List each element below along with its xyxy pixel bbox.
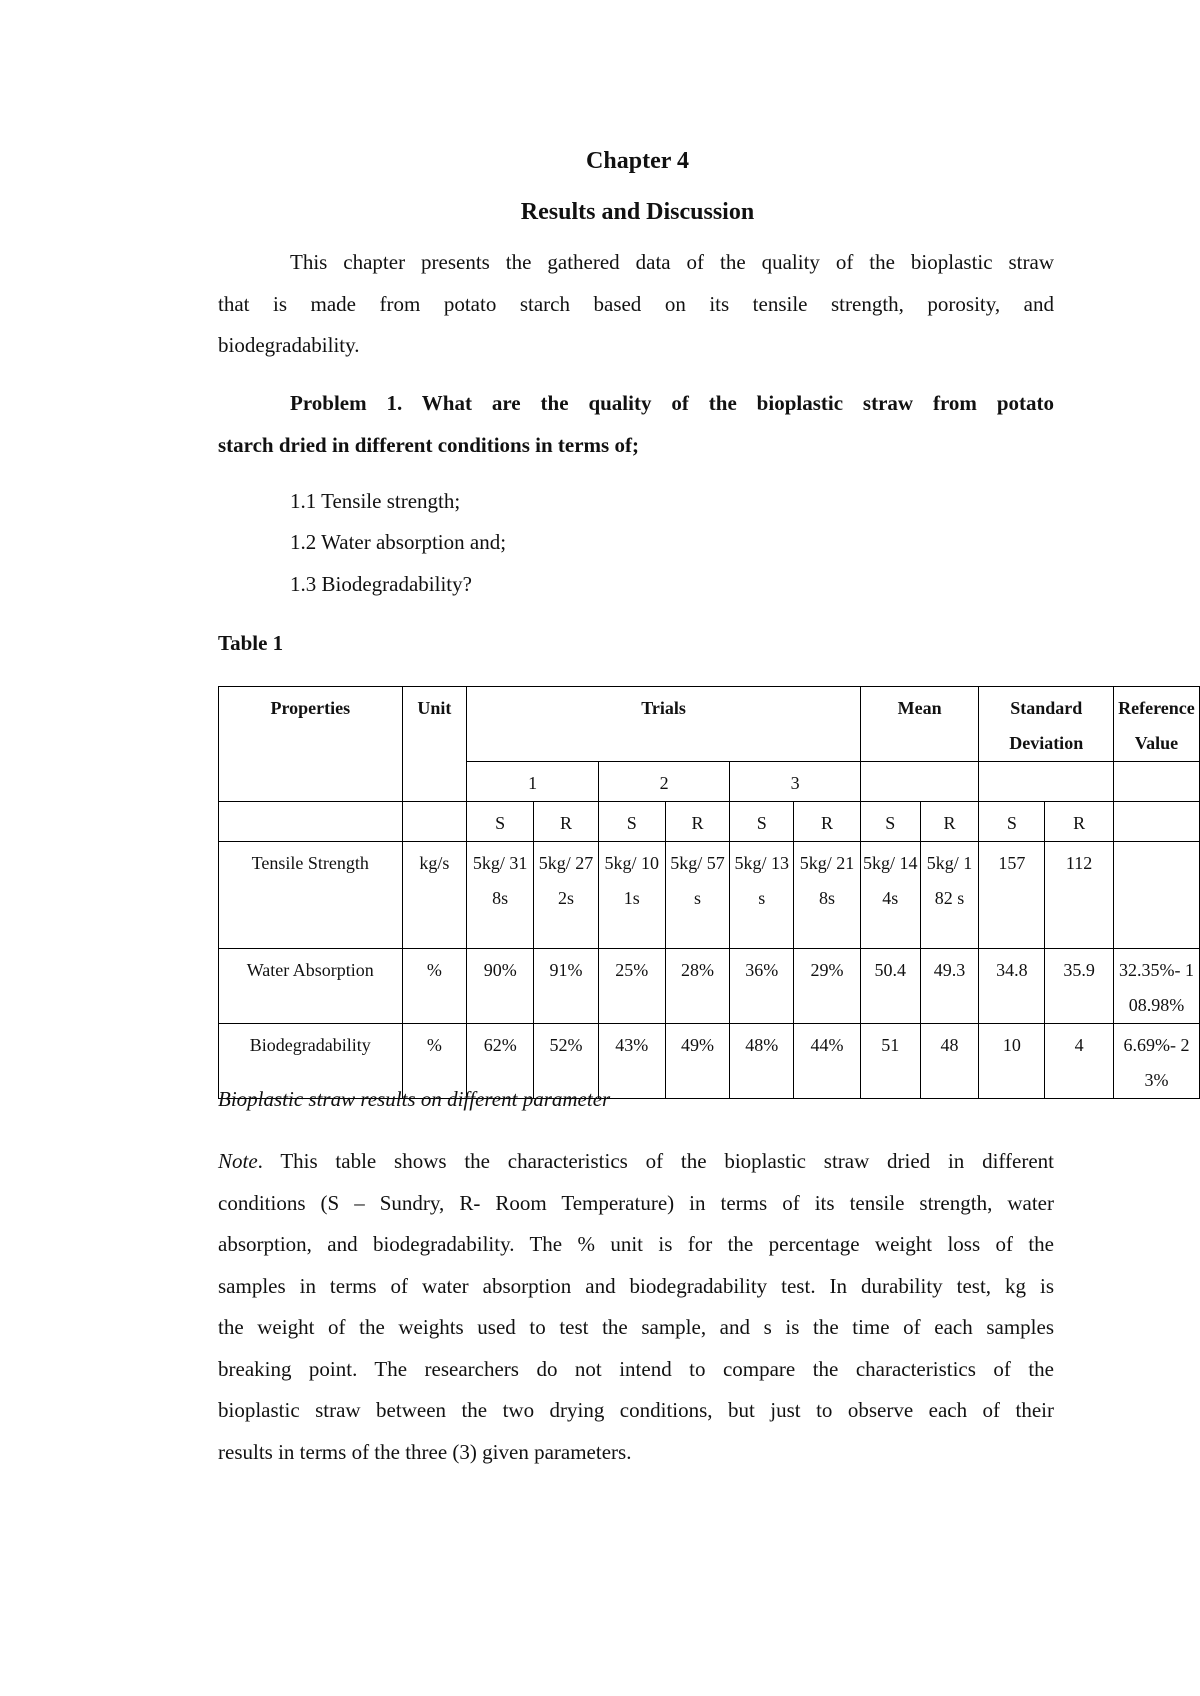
row-property: Water Absorption	[219, 949, 403, 1024]
note-line	[218, 1141, 1054, 1183]
value-cell: 48	[920, 1024, 979, 1099]
table-row-water	[219, 949, 1200, 1024]
row-unit: kg/s	[402, 842, 467, 949]
value-cell: 5kg/ 318s	[467, 842, 534, 949]
header-std-dev-line2: Deviation	[1009, 733, 1084, 753]
note-text: . This table shows the characteristics of the bioplastic straw dried in different	[257, 1149, 1054, 1173]
condition-r: R	[665, 802, 730, 842]
value-cell: 90%	[467, 949, 534, 1024]
reference-cell: 6.69%- 23%	[1113, 1024, 1199, 1099]
condition-r: R	[1045, 802, 1114, 842]
value-cell: 5kg/ 57s	[665, 842, 730, 949]
condition-s: S	[860, 802, 920, 842]
empty-cell	[860, 762, 979, 802]
value-cell: 10	[979, 1024, 1045, 1099]
note-line: the weight of the weights used to test the sample, and s is the time of each samples	[218, 1315, 1054, 1339]
value-cell: 5kg/ 101s	[598, 842, 665, 949]
intro-line: biodegradability.	[218, 333, 360, 357]
header-trials: Trials	[467, 687, 861, 762]
value-cell: 91%	[534, 949, 599, 1024]
condition-row	[219, 802, 1200, 842]
value-cell: 4	[1045, 1024, 1114, 1099]
note-line: results in terms of the three (3) given parameters.	[218, 1439, 632, 1464]
value-cell: 5kg/ 218s	[794, 842, 861, 949]
section-title: Results and Discussion	[520, 199, 755, 225]
header-mean: Mean	[860, 687, 979, 762]
value-cell: 157	[979, 842, 1045, 949]
condition-s: S	[979, 802, 1045, 842]
problem-statement	[218, 383, 1054, 466]
value-cell: 49%	[665, 1024, 730, 1099]
row-unit: %	[402, 949, 467, 1024]
note-line: absorption, and biodegradability. The % unit is for the percentage weight loss of the	[218, 1232, 1054, 1256]
empty-cell	[1113, 762, 1199, 802]
value-cell: 50.4	[860, 949, 920, 1024]
value-cell: 5kg/ 182 s	[920, 842, 979, 949]
list-item: 1.2 Water absorption and;	[290, 530, 507, 554]
note-line: samples in terms of water absorption and biodegradability test. In durability test, kg is	[218, 1273, 1054, 1298]
value-cell: 51	[860, 1024, 920, 1099]
value-cell: 52%	[534, 1024, 599, 1099]
table-caption: Bioplastic straw results on different parameter	[218, 1087, 611, 1111]
header-reference-line2: Value	[1134, 733, 1179, 753]
note-line: conditions (S – Sundry, R- Room Temperature) in terms of its tensile strength, water	[218, 1190, 1054, 1215]
value-cell: 48%	[730, 1024, 794, 1099]
trial-number: 1	[467, 762, 599, 802]
header-row	[219, 687, 1200, 762]
row-unit: %	[402, 1024, 467, 1099]
condition-r: R	[794, 802, 861, 842]
value-cell: 62%	[467, 1024, 534, 1099]
header-std-dev-line1: Standard	[1010, 698, 1083, 718]
trial-number: 2	[598, 762, 730, 802]
value-cell: 36%	[730, 949, 794, 1024]
header-reference	[1113, 687, 1199, 762]
intro-line: that is made from potato starch based on its tensile strength, porosity, and	[218, 291, 1054, 316]
value-cell: 112	[1045, 842, 1114, 949]
value-cell: 5kg/ 144s	[860, 842, 920, 949]
value-cell: 49.3	[920, 949, 979, 1024]
results-table	[218, 686, 1200, 1099]
reference-cell	[1113, 842, 1199, 949]
condition-r: R	[534, 802, 599, 842]
empty-cell	[1113, 802, 1199, 842]
list-item: 1.3 Biodegradability?	[290, 572, 472, 596]
condition-s: S	[730, 802, 794, 842]
header-std-dev	[979, 687, 1114, 762]
value-cell: 43%	[598, 1024, 665, 1099]
value-cell: 5kg/ 272s	[534, 842, 599, 949]
empty-cell	[979, 762, 1114, 802]
note-paragraph	[218, 1141, 1054, 1473]
value-cell: 25%	[598, 949, 665, 1024]
value-cell: 34.8	[979, 949, 1045, 1024]
header-properties: Properties	[219, 687, 403, 802]
value-cell: 35.9	[1045, 949, 1114, 1024]
empty-cell	[402, 802, 467, 842]
problem-line: starch dried in different conditions in terms of;	[218, 432, 639, 457]
reference-cell: 32.35%- 108.98%	[1113, 949, 1199, 1024]
empty-cell	[219, 802, 403, 842]
note-line: breaking point. The researchers do not intend to compare the characteristics of the	[218, 1356, 1054, 1381]
trial-number: 3	[730, 762, 861, 802]
header-unit: Unit	[402, 687, 467, 802]
problem-line: Problem 1. What are the quality of the bioplastic straw from potato	[290, 391, 1054, 415]
condition-s: S	[598, 802, 665, 842]
chapter-title: Chapter 4	[586, 148, 689, 174]
list-item: 1.1 Tensile strength;	[290, 489, 461, 513]
table-row-tensile	[219, 842, 1200, 949]
row-property: Tensile Strength	[219, 842, 403, 949]
condition-s: S	[467, 802, 534, 842]
header-reference-line1: Reference	[1118, 698, 1195, 718]
value-cell: 44%	[794, 1024, 861, 1099]
note-line: bioplastic straw between the two drying conditions, but just to observe each of their	[218, 1398, 1054, 1422]
intro-paragraph	[218, 242, 1054, 367]
note-label: Note	[218, 1149, 258, 1173]
row-property: Biodegradability	[219, 1024, 403, 1099]
value-cell: 28%	[665, 949, 730, 1024]
table-label: Table 1	[218, 631, 284, 655]
value-cell: 29%	[794, 949, 861, 1024]
condition-r: R	[920, 802, 979, 842]
intro-line: This chapter presents the gathered data of the quality of the bioplastic straw	[290, 250, 1054, 274]
value-cell: 5kg/ 13s	[730, 842, 794, 949]
